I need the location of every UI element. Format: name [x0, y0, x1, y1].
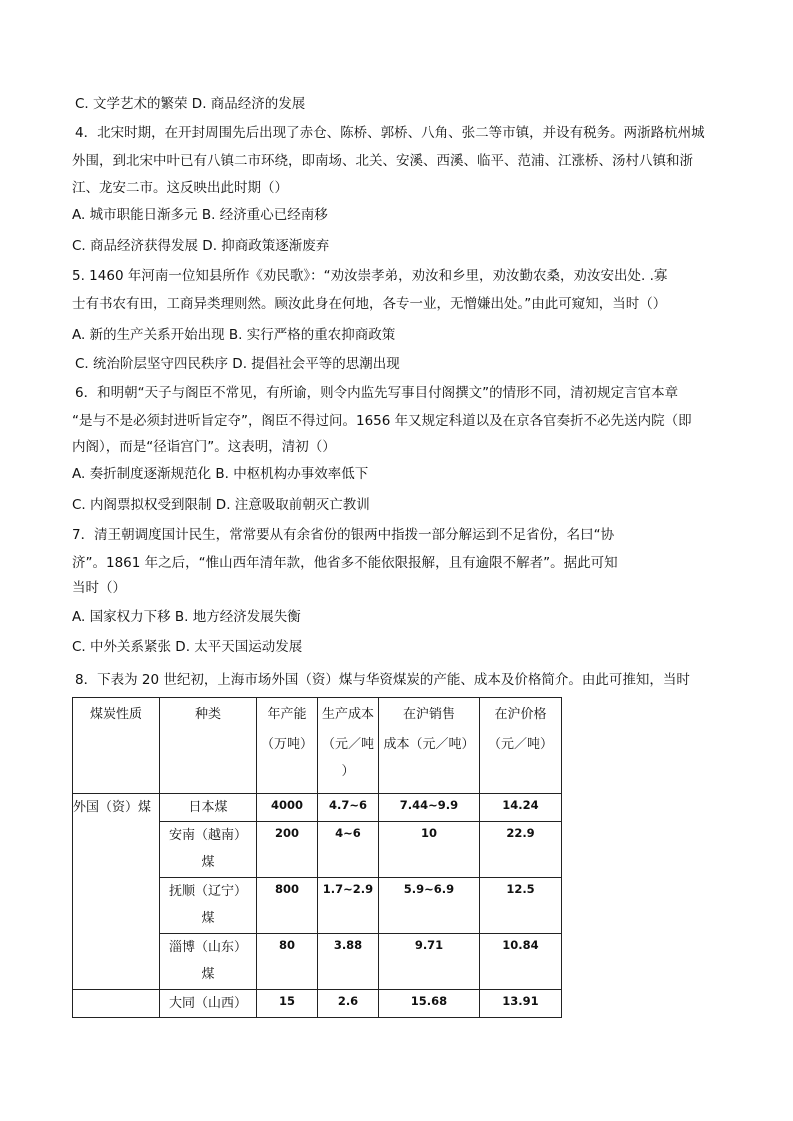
coal-name-cell: 日本煤 [160, 794, 257, 822]
capacity-cell: 4000 [257, 794, 318, 822]
header-cell: 种类 [160, 698, 257, 794]
price-cell: 14.24 [480, 794, 562, 822]
cost-cell: 1.7~2.9 [318, 878, 379, 934]
cost-cell: 4.7~6 [318, 794, 379, 822]
option-line: A. 奏折制度逐渐规范化 B. 中枢机构办事效率低下 [72, 466, 369, 482]
question-6-line: 内阁），而是“径诣宫门”。这表明，清初（） [72, 439, 336, 455]
coal-name-cell: 安南（越南） 煤 [160, 822, 257, 878]
group-cell: 外国（资）煤 [73, 794, 160, 990]
price-cell: 12.5 [480, 878, 562, 934]
price-cell: 10.84 [480, 934, 562, 990]
capacity-cell: 15 [257, 990, 318, 1018]
sales-cost-cell: 5.9~6.9 [379, 878, 480, 934]
header-cell: 生产成本 （元／吨 ） [318, 698, 379, 794]
coal-name-cell: 抚顺（辽宁） 煤 [160, 878, 257, 934]
capacity-cell: 800 [257, 878, 318, 934]
capacity-cell: 200 [257, 822, 318, 878]
question-4-line: 4．北宋时期，在开封周围先后出现了赤仓、陈桥、郭桥、八角、张二等市镇，并设有税务。两浙路杭州城 [75, 125, 705, 141]
sales-cost-cell: 7.44~9.9 [379, 794, 480, 822]
question-4-line: 外围，到北宋中叶已有八镇二市环绕，即南场、北关、安溪、西溪、临平、范浦、江涨桥、汤村八镇和浙 [72, 153, 693, 169]
cost-cell: 4~6 [318, 822, 379, 878]
capacity-cell: 80 [257, 934, 318, 990]
sales-cost-cell: 9.71 [379, 934, 480, 990]
coal-table [72, 697, 562, 1018]
option-line: C. 中外关系紧张 D. 太平天国运动发展 [72, 639, 303, 655]
question-5-line: 士有书农有田，工商异类理则然。顾汝此身在何地，各专一业，无憎嫌出处。”由此可窥知，当时（） [72, 296, 667, 312]
option-line: C. 统治阶层坚守四民秩序 D. 提倡社会平等的思潮出现 [75, 356, 400, 372]
table-row [73, 990, 562, 1018]
header-cell: 在沪价格 （元／吨） [480, 698, 562, 794]
coal-name-cell: 淄博（山东） 煤 [160, 934, 257, 990]
option-line: C. 内阁票拟权受到限制 D. 注意吸取前朝灭亡教训 [72, 497, 370, 513]
question-4-line: 江、龙安二市。这反映出此时期（） [72, 180, 288, 196]
cost-cell: 3.88 [318, 934, 379, 990]
sales-cost-cell: 15.68 [379, 990, 480, 1018]
question-6-line: “是与不是必须封进听旨定夺”，阁臣不得过问。1656 年又规定科道以及在京各官奏折不必先送内院（即 [72, 413, 692, 429]
option-line: A. 城市职能日渐多元 B. 经济重心已经南移 [72, 207, 328, 223]
question-7-line: 当时（） [72, 580, 126, 596]
question-6-line: 6．和明朝“天子与阁臣不常见，有所谕，则令内监先写事目付阁撰文”的情形不同，清初规定言官本章 [75, 385, 679, 401]
price-cell: 13.91 [480, 990, 562, 1018]
header-cell: 在沪销售 成本（元／吨） [379, 698, 480, 794]
coal-name-cell: 大同（山西） [160, 990, 257, 1018]
option-line: A. 新的生产关系开始出现 B. 实行严格的重农抑商政策 [72, 327, 396, 343]
cost-cell: 2.6 [318, 990, 379, 1018]
header-cell: 煤炭性质 [73, 698, 160, 794]
option-line: C. 文学艺术的繁荣 D. 商品经济的发展 [75, 96, 306, 112]
header-cell: 年产能 （万吨） [257, 698, 318, 794]
question-7-line: 7．清王朝调度国计民生，常常要从有余省份的银两中指拨一部分解运到不足省份，名曰“协 [72, 527, 615, 543]
sales-cost-cell: 10 [379, 822, 480, 878]
question-5-line: 5. 1460 年河南一位知县所作《劝民歌》：“劝汝崇孝弟，劝汝和乡里，劝汝勤农桑，劝汝安出处. .寡 [72, 268, 668, 284]
question-7-line: 济”。1861 年之后，“惟山西年清年款，他省多不能依限报解，且有逾限不解者”。据此可知 [72, 555, 618, 571]
option-line: A. 国家权力下移 B. 地方经济发展失衡 [72, 609, 301, 625]
table-row [73, 794, 562, 822]
option-line: C. 商品经济获得发展 D. 抑商政策逐渐废弃 [72, 238, 330, 254]
question-8-line: 8．下表为 20 世纪初，上海市场外国（资）煤与华资煤炭的产能、成本及价格简介。由此可推知，当时 [75, 672, 690, 688]
table-header-row [73, 698, 562, 794]
price-cell: 22.9 [480, 822, 562, 878]
group-cell [73, 990, 160, 1018]
